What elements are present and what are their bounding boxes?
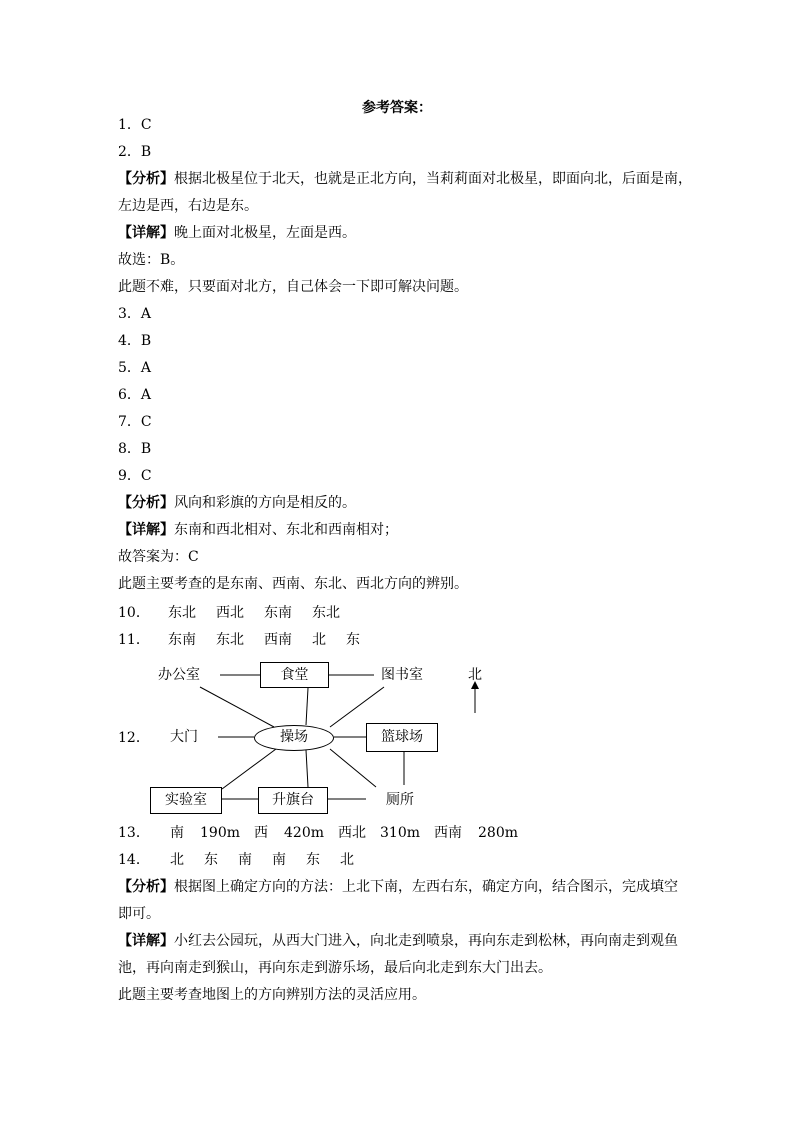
comment-2: 此题不难，只要面对北方，自己体会一下即可解决问题。 — [118, 279, 468, 295]
detail-text: 晚上面对北极星，左面是西。 — [174, 225, 356, 241]
answer-3: 3．A — [118, 306, 152, 322]
fill-answer: 北 — [312, 632, 326, 648]
fill-answer: 北 — [170, 852, 184, 868]
question-number: 14． — [118, 852, 150, 868]
detail-tag: 【详解】 — [118, 933, 174, 949]
analysis-text: 根据北极星位于北天，也就是正北方向，当莉莉面对北极星，即面向北，后面是南， — [174, 171, 692, 187]
fill-answer: 东北 — [312, 605, 340, 621]
question-12-number: 12． — [118, 730, 150, 746]
detail-14-cont: 池，再向南走到猴山，再向东走到游乐场，最后向北走到东大门出去。 — [118, 960, 552, 976]
detail-tag: 【详解】 — [118, 522, 174, 538]
answer-5: 5．A — [118, 360, 152, 376]
answer-7: 7．C — [118, 414, 152, 430]
analysis-tag: 【分析】 — [118, 171, 174, 187]
analysis-14-cont: 即可。 — [118, 906, 160, 922]
detail-text: 东南和西北相对、东北和西南相对； — [174, 522, 398, 538]
detail-tag: 【详解】 — [118, 225, 174, 241]
result-9: 故答案为：C — [118, 549, 199, 565]
fill-answer: 南 — [170, 825, 184, 841]
answer-10 — [118, 604, 340, 622]
toilet-label: 厕所 — [386, 792, 414, 808]
fill-answer: 北 — [340, 852, 354, 868]
answer-1: 1．C — [118, 117, 152, 133]
answer-13 — [118, 824, 518, 842]
detail-2 — [118, 224, 356, 242]
fill-answer: 东 — [204, 852, 218, 868]
lab-box: 实验室 — [150, 787, 222, 814]
analysis-tag: 【分析】 — [118, 495, 174, 511]
fill-answer: 西南 — [264, 632, 292, 648]
gate-label: 大门 — [170, 729, 198, 745]
fill-answer: 西北 — [338, 825, 366, 841]
comment-9: 此题主要考查的是东南、西南、东北、西北方向的辨别。 — [118, 576, 468, 592]
answer-14 — [118, 851, 354, 869]
question-number: 10． — [118, 605, 150, 621]
answer-2: 2．B — [118, 144, 152, 160]
playground-ellipse: 操场 — [254, 725, 334, 751]
fill-answer: 东北 — [216, 632, 244, 648]
detail-text: 小红去公园玩，从西大门进入，向北走到喷泉，再向东走到松林，再向南走到观鱼 — [174, 933, 678, 949]
fill-answer: 310m — [380, 825, 420, 841]
basketball-court-box: 篮球场 — [366, 723, 438, 752]
canteen-box: 食堂 — [260, 662, 329, 688]
fill-answer: 西南 — [434, 825, 462, 841]
analysis-9 — [118, 494, 356, 512]
detail-14 — [118, 932, 678, 950]
fill-answer: 280m — [478, 825, 518, 841]
answer-6: 6．A — [118, 387, 152, 403]
analysis-14 — [118, 878, 678, 896]
question-number: 13． — [118, 825, 150, 841]
answer-4: 4．B — [118, 333, 152, 349]
fill-answer: 东南 — [168, 632, 196, 648]
north-label: 北 — [468, 667, 482, 683]
fill-answer: 南 — [238, 852, 252, 868]
answer-11 — [118, 631, 360, 649]
fill-answer: 420m — [284, 825, 324, 841]
fill-answer: 190m — [200, 825, 240, 841]
flag-platform-box: 升旗台 — [258, 787, 328, 814]
analysis-tag: 【分析】 — [118, 879, 174, 895]
office-label: 办公室 — [158, 667, 200, 683]
fill-answer: 西北 — [216, 605, 244, 621]
analysis-2-cont: 左边是西，右边是东。 — [118, 198, 258, 214]
fill-answer: 东 — [346, 632, 360, 648]
answer-9: 9．C — [118, 468, 152, 484]
fill-answer: 东南 — [264, 605, 292, 621]
analysis-text: 根据图上确定方向的方法：上北下南，左西右东，确定方向，结合图示，完成填空 — [174, 879, 678, 895]
choice-2: 故选：B。 — [118, 252, 185, 268]
analysis-text: 风向和彩旗的方向是相反的。 — [174, 495, 356, 511]
fill-answer: 东 — [306, 852, 320, 868]
analysis-2 — [118, 170, 692, 188]
fill-answer: 东北 — [168, 605, 196, 621]
fill-answer: 西 — [254, 825, 268, 841]
comment-14: 此题主要考查地图上的方向辨别方法的灵活应用。 — [118, 987, 426, 1003]
question-number: 11． — [118, 632, 150, 648]
library-label: 图书室 — [381, 667, 423, 683]
answer-8: 8．B — [118, 441, 152, 457]
page-title: 参考答案： — [362, 100, 432, 116]
fill-answer: 南 — [272, 852, 286, 868]
detail-9 — [118, 521, 398, 539]
campus-direction-diagram — [118, 655, 518, 820]
